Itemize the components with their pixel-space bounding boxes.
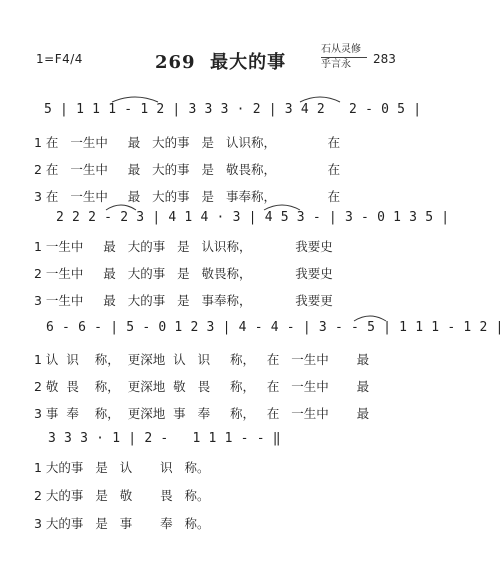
credit-divider [321,57,367,58]
lyric-verse-2: 2 在 一生中 最 大的事 是 敬畏称， 在 [34,162,341,177]
slur-mark [352,311,388,323]
notation-line-1: 5 | 1 1 1 - 1 2 | 3 3 3 · 2 | 3 4 2 2 - 0 5 | [44,102,422,117]
lyric-verse-1: 1 一生中 最 大的事 是 认识称， 我要史 [34,239,333,254]
slur-mark [298,92,342,104]
lyric-verse-3: 3 一生中 最 大的事 是 事奉称， 我要更 [34,293,333,308]
notation-line-3: 6 - 6 - | 5 - 0 1 2 3 | 4 - 4 - | 3 - - 5 | 1 1 1 - 1 2 | [46,320,504,335]
lyric-verse-3: 3 事 奉 称， 更深地 事 奉 称， 在 一生中 最 [34,406,370,421]
notation-line-2: 2 2 2 - 2 3 | 4 1 4 · 3 | 4 5 3 - | 3 - 0 1 3 5 | [56,210,450,225]
lyric-verse-2: 2 敬 畏 称， 更深地 敬 畏 称， 在 一生中 最 [34,379,370,394]
lyric-verse-3: 3 在 一生中 最 大的事 是 事奉称， 在 [34,189,341,204]
slur-mark [104,200,138,212]
key-signature: 1=F4/4 [36,52,83,66]
slur-mark [110,92,160,104]
lyric-verse-3: 3 大的事 是 事 奉 称。 [34,516,210,531]
lyric-verse-1: 1 大的事 是 认 识 称。 [34,460,210,475]
page-number: 283 [373,52,396,66]
credit-composer: 乎言永 [321,59,351,70]
lyric-verse-2: 2 一生中 最 大的事 是 敬畏称， 我要史 [34,266,333,281]
credit-lyricist: 石从灵修 [321,44,361,55]
lyric-verse-1: 1 在 一生中 最 大的事 是 认识称， 在 [34,135,341,150]
notation-line-4: 3 3 3 · 1 | 2 - 1 1 1 - - ‖ [48,431,281,446]
slur-mark [262,200,302,212]
lyric-verse-2: 2 大的事 是 敬 畏 称。 [34,488,210,503]
song-title: 269 最大的事 [155,52,287,73]
credit-block [321,44,367,72]
lyric-verse-1: 1 认 识 称， 更深地 认 识 称， 在 一生中 最 [34,352,370,367]
